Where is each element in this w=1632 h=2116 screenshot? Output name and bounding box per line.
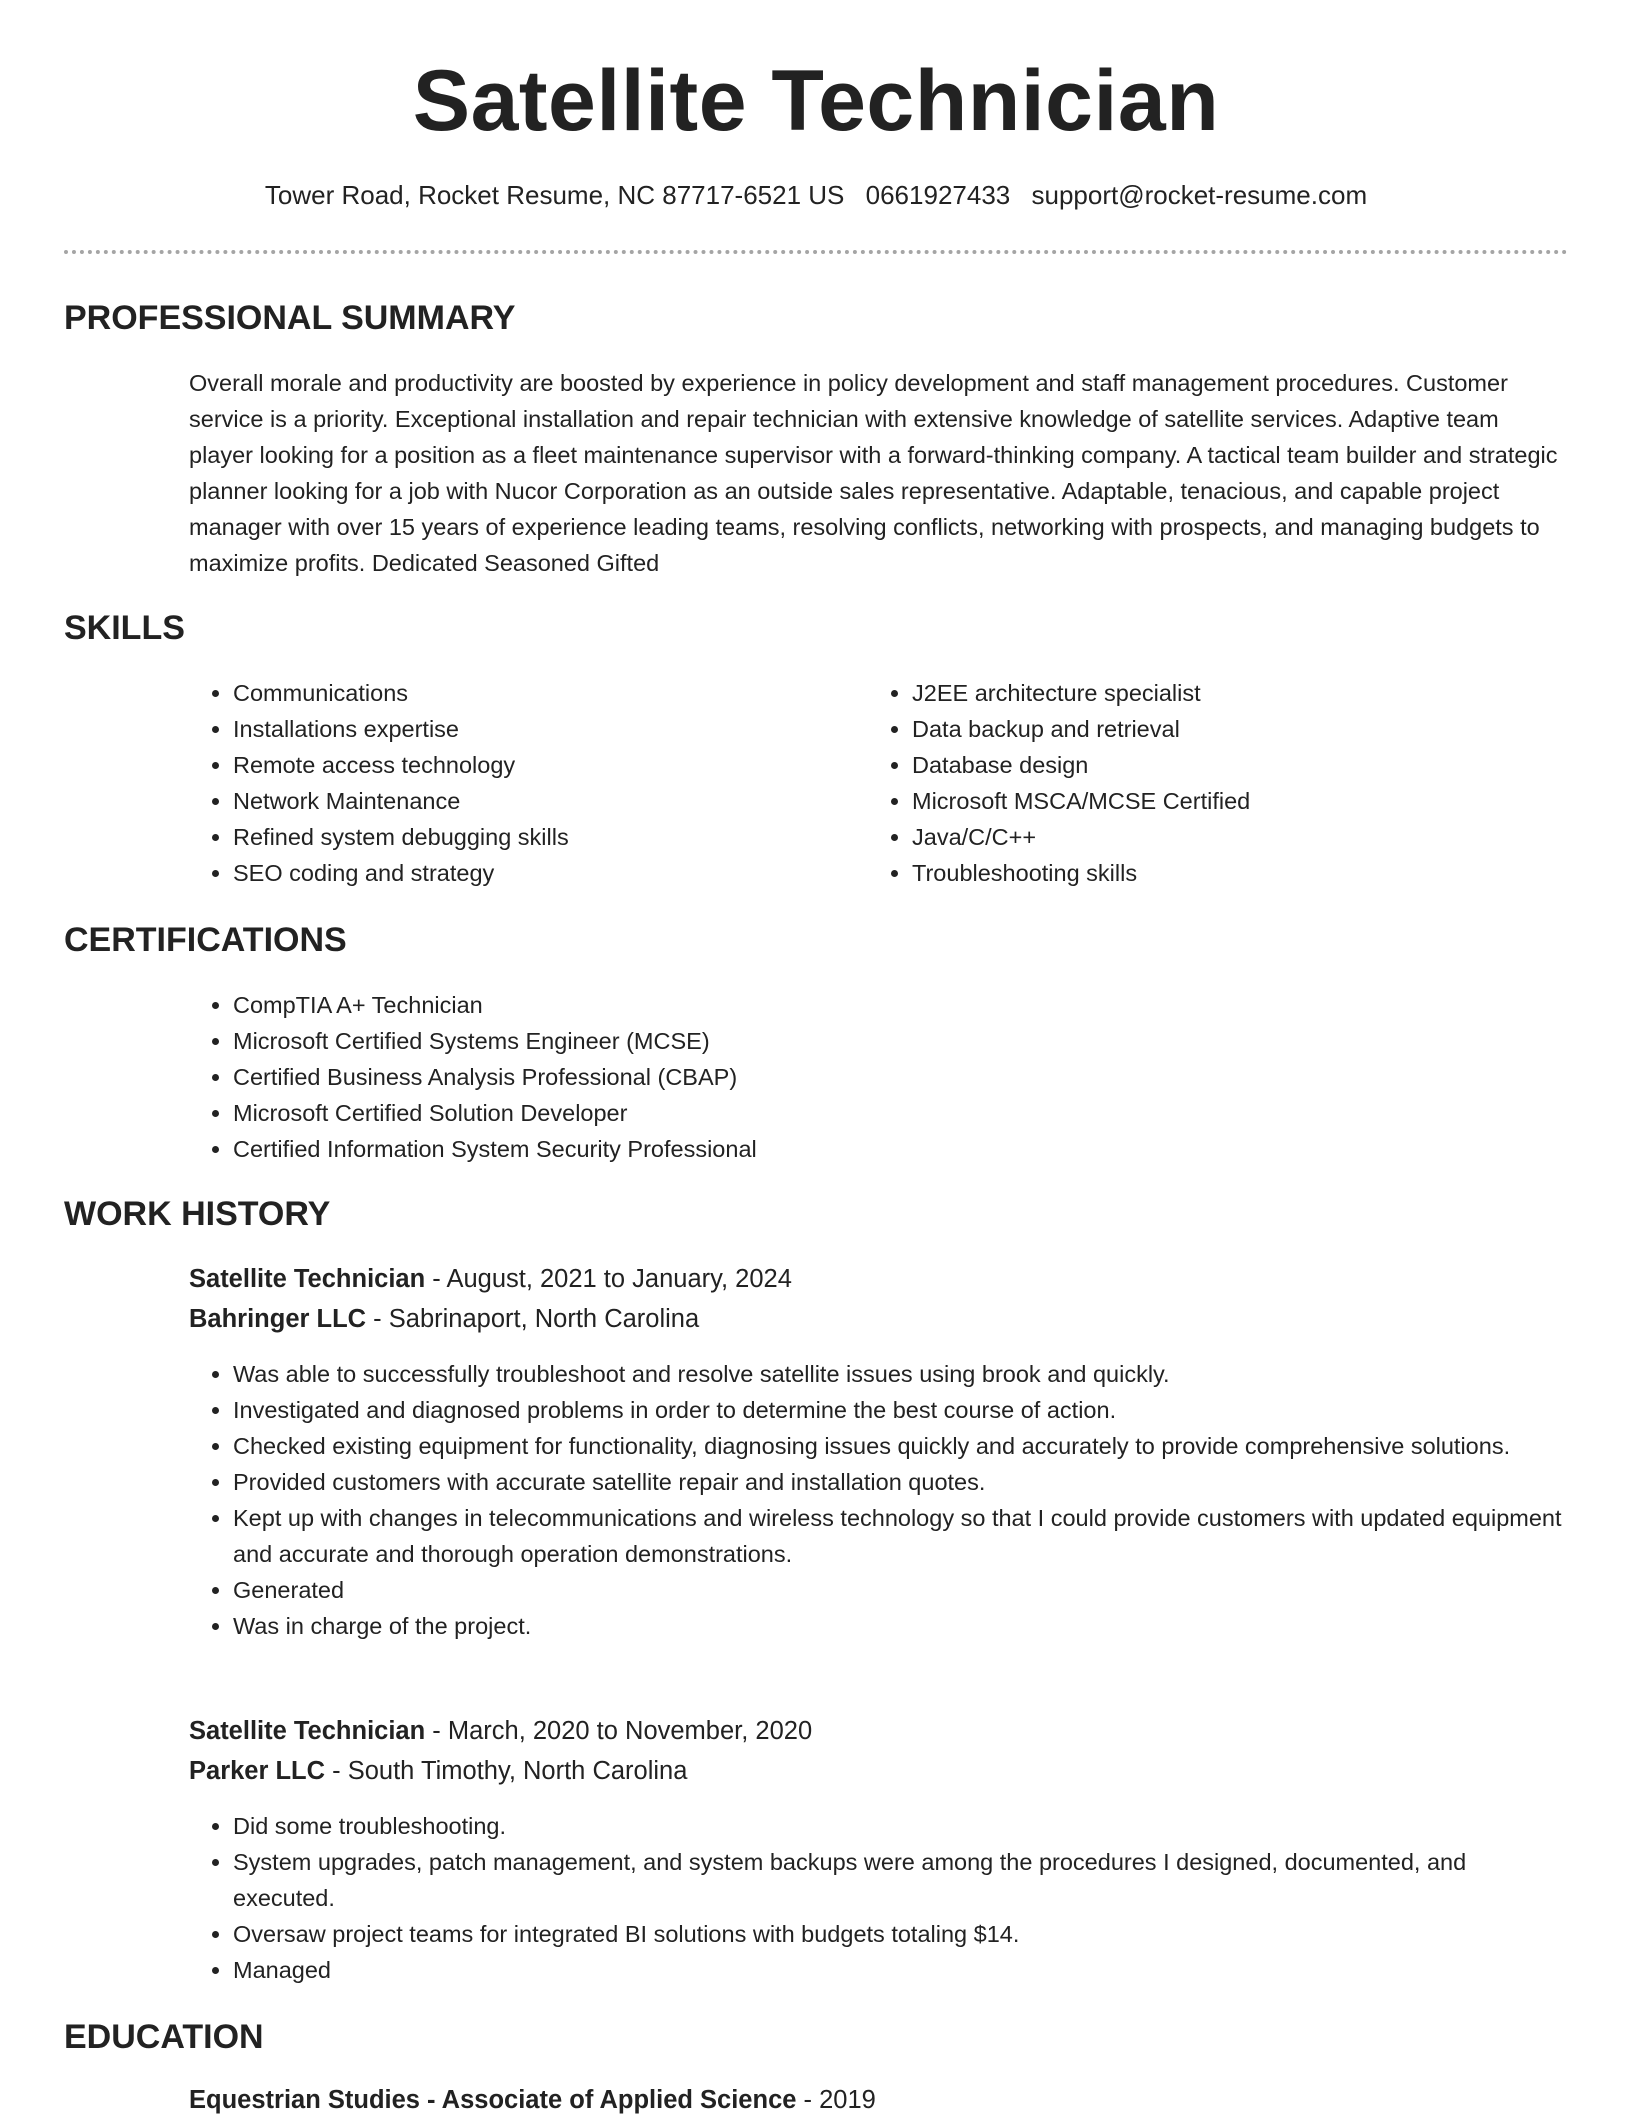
skill-item: • Installations expertise	[233, 711, 853, 747]
skill-item: • Data backup and retrieval	[912, 711, 1572, 747]
education-line	[189, 2085, 876, 2116]
job-title-line	[189, 1716, 812, 1747]
skill-item: • Java/C/C++	[912, 819, 1572, 855]
summary-text: Overall morale and productivity are boosted by experience in policy development and staff management procedures. Customer service is a priority. Exceptional installation and repair technician with extensive knowledge of satellite services. Adaptive team player looking for a position as a fleet maintenance supervisor with a forward-thinking company. A tactical team builder and strategic planner looking for a job with Nucor Corporation as an outside sales representative. Adaptable, tenacious, and capable project manager with over 15 years of experience leading teams, resolving conflicts, networking with prospects, and managing budgets to maximize profits. Dedicated Seasoned Gifted	[189, 370, 1558, 576]
job-company: Parker LLC	[189, 1757, 326, 1785]
skill-item: • J2EE architecture specialist	[912, 675, 1572, 711]
education-degree: Equestrian Studies - Associate of Applied Science	[189, 2086, 797, 2114]
job-bullet: • Kept up with changes in telecommunications and wireless technology so that I could provide customers with updated equipment and accurate and thorough operation demonstrations.	[233, 1500, 1573, 1572]
resume-title: Satellite Technician	[412, 53, 1220, 149]
job-location: - South Timothy, North Carolina	[325, 1757, 688, 1785]
skill-item: • Database design	[912, 747, 1572, 783]
certification-item: • Certified Business Analysis Professional (CBAP)	[233, 1059, 1573, 1095]
job-bullets	[189, 1808, 1573, 1988]
education-year: - 2019	[796, 2086, 876, 2114]
job-bullet: • Was in charge of the project.	[233, 1608, 1573, 1644]
job-title-line	[189, 1264, 792, 1295]
address-text: Tower Road, Rocket Resume, NC 87717-6521 US	[264, 180, 845, 210]
work-history-heading: WORK HISTORY	[64, 1195, 331, 1233]
contact-line	[0, 180, 1632, 211]
job-bullets	[189, 1356, 1573, 1644]
job-dates: - August, 2021 to January, 2024	[425, 1265, 792, 1293]
skill-item: • Refined system debugging skills	[233, 819, 853, 855]
job-bullet: • Provided customers with accurate satellite repair and installation quotes.	[233, 1464, 1573, 1500]
certifications-heading: CERTIFICATIONS	[64, 921, 347, 959]
job-company-line	[189, 1304, 699, 1335]
job-company: Bahringer LLC	[189, 1305, 367, 1333]
job-bullet: • Was able to successfully troubleshoot and resolve satellite issues using brook and quickly.	[233, 1356, 1573, 1392]
job-bullet: • Generated	[233, 1572, 1573, 1608]
job-bullet: • Oversaw project teams for integrated BI solutions with budgets totaling $14.	[233, 1916, 1573, 1952]
job-dates: - March, 2020 to November, 2020	[425, 1717, 813, 1745]
certification-item: • CompTIA A+ Technician	[233, 987, 1573, 1023]
certification-item: • Microsoft Certified Systems Engineer (MCSE)	[233, 1023, 1573, 1059]
job-company-line	[189, 1756, 687, 1787]
education-heading: EDUCATION	[64, 2018, 264, 2056]
job-bullet: • Checked existing equipment for functionality, diagnosing issues quickly and accurately to provide comprehensive solutions.	[233, 1428, 1573, 1464]
summary-heading: PROFESSIONAL SUMMARY	[64, 299, 516, 337]
job-bullet: • System upgrades, patch management, and system backups were among the procedures I designed, documented, and executed.	[233, 1844, 1573, 1916]
job-title: Satellite Technician	[189, 1717, 426, 1745]
certification-item: • Certified Information System Security Professional	[233, 1131, 1573, 1167]
job-bullet: • Managed	[233, 1952, 1573, 1988]
job-bullet: • Investigated and diagnosed problems in order to determine the best course of action.	[233, 1392, 1573, 1428]
skill-item: • Communications	[233, 675, 853, 711]
certification-item: • Microsoft Certified Solution Developer	[233, 1095, 1573, 1131]
skill-item: • Network Maintenance	[233, 783, 853, 819]
skills-list-left	[189, 675, 853, 891]
email-text: support@rocket-resume.com	[1031, 180, 1368, 210]
skill-item: • SEO coding and strategy	[233, 855, 853, 891]
header-divider	[64, 250, 1568, 254]
certifications-list	[189, 987, 1573, 1167]
job-location: - Sabrinaport, North Carolina	[366, 1305, 700, 1333]
phone-text: 0661927433	[865, 180, 1011, 210]
skill-item: • Troubleshooting skills	[912, 855, 1572, 891]
skill-item: • Microsoft MSCA/MCSE Certified	[912, 783, 1572, 819]
skill-item: • Remote access technology	[233, 747, 853, 783]
skills-list-right	[868, 675, 1572, 891]
job-title: Satellite Technician	[189, 1265, 426, 1293]
job-bullet: • Did some troubleshooting.	[233, 1808, 1573, 1844]
skills-heading: SKILLS	[64, 609, 185, 647]
